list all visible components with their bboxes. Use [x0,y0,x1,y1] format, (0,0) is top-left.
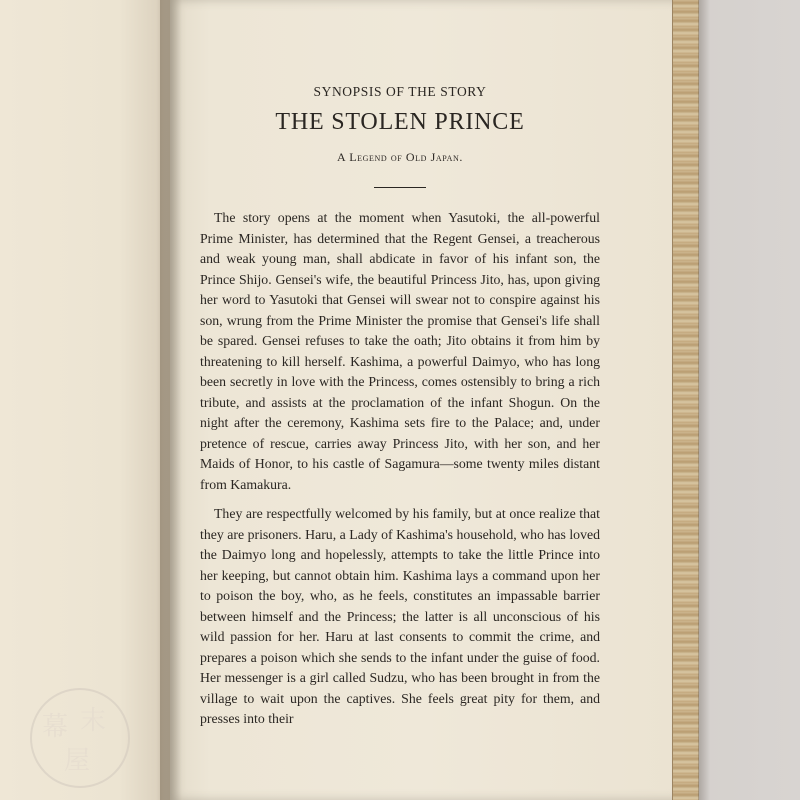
watermark-char: 末 [80,706,107,736]
story-title: THE STOLEN PRINCE [275,109,525,135]
page-edges [672,0,699,800]
left-page [0,0,170,800]
story-subtitle: A Legend of Old Japan. [337,150,463,164]
watermark-seal [30,688,130,788]
page-content [200,84,600,739]
paragraph: They are respectfully welcomed by his family, but at once realize that they are prisoners. Haru, a Lady of Kashima's household, who has loved the Daimyo long and hopelessly, attempts to take the little Prince into her keeping, but cannot obtain him. Kashima lays a command upon her to poison the boy, who, as he feels, constitutes an impassable barrier between himself and the Princess; the latter is all unconscious of his wild passion for her. Haru at last consents to commit the crime, and prepares a poison which she sends to the infant under the guise of food. Her messenger is a girl called Sudzu, who has been brought in from the village to wait upon the captives. She feels great pity for them, and presses into their [200,506,600,726]
divider-rule [374,187,426,188]
book-gutter [160,0,182,800]
section-heading: SYNOPSIS OF THE STORY [313,84,487,99]
page-edge-shadow [698,0,710,800]
paragraph: The story opens at the moment when Yasutoki, the all-powerful Prime Minister, has determined that the Regent Gensei, a treacherous and weak young man, shall abdicate in favor of his infant son, the Prince Shijo. Gensei's wife, the beautiful Princess Jito, has, upon giving her word to Yasutoki that Gensei will swear not to conspire against his son, wrung from the Prime Minister the promise that Gensei's life shall be spared. Gensei refuses to take the oath; Jito obtains it from him by threatening to kill herself. Kashima, a powerful Daimyo, who has long been secretly in love with the Princess, comes ostensibly to bring a rich tribute, and assists at the proclamation of the infant Shogun. On the night after the ceremony, Kashima sets fire to the Palace; and, under pretence of rescue, carries away Princess Jito, with her son, and her Maids of Honor, to his castle of Sagamura—some twenty miles distant from Kamakura. [200,210,600,492]
watermark-char: 屋 [64,746,91,776]
watermark-char: 幕 [42,712,69,742]
